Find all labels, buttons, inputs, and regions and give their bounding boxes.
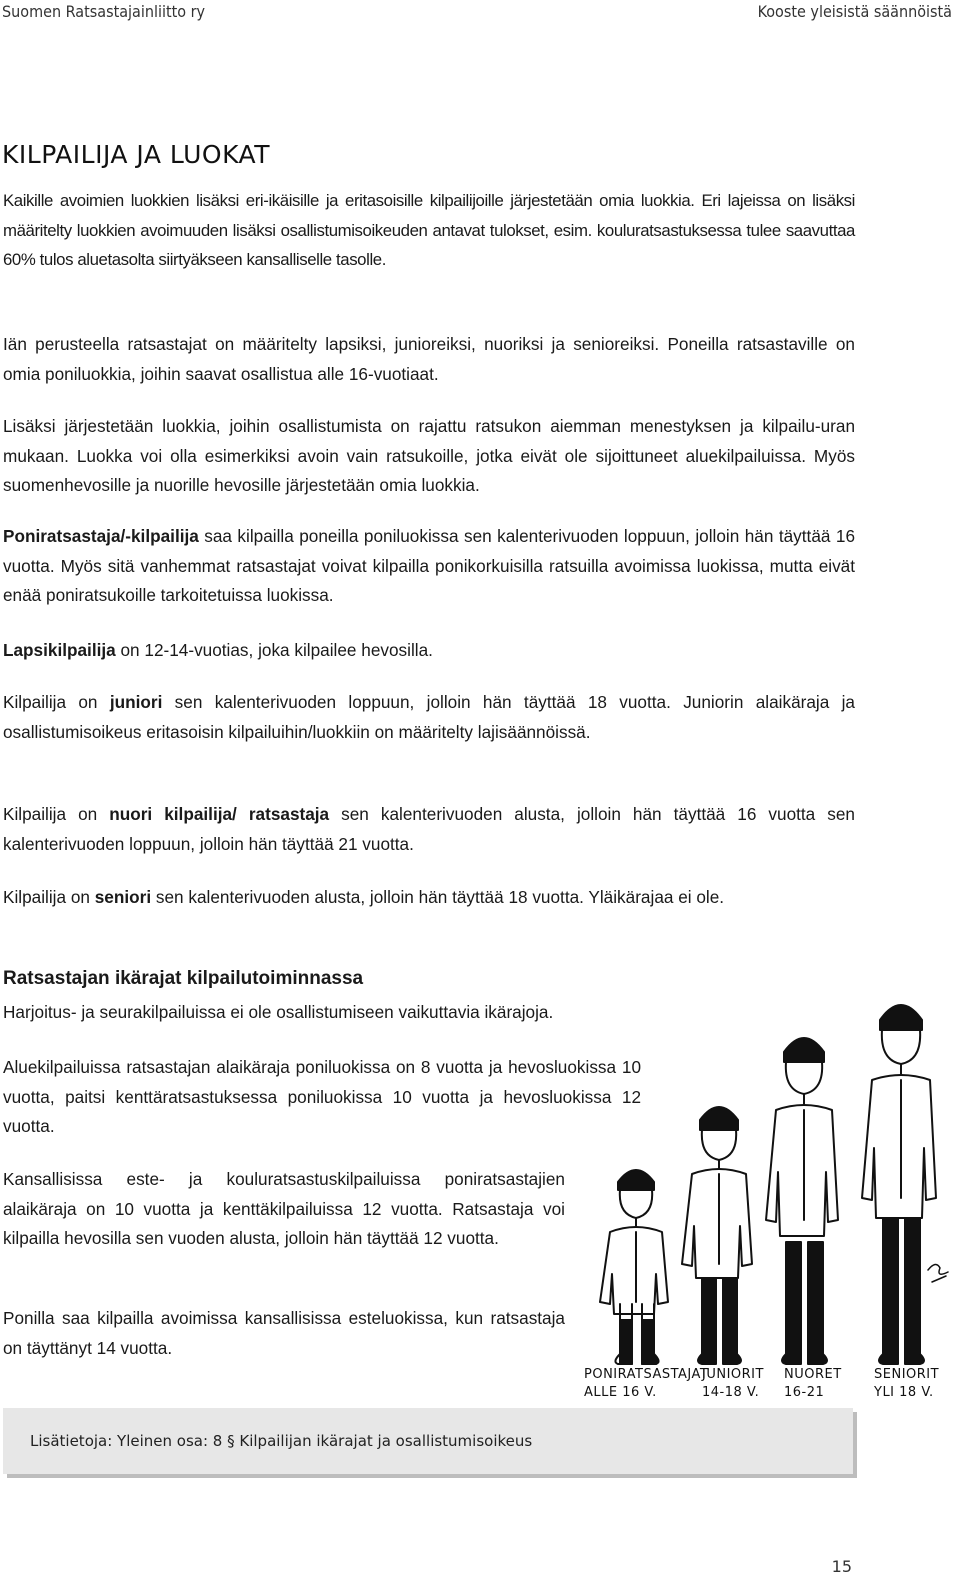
term-senior: seniori	[94, 887, 152, 907]
label-pony-riders-line2: ALLE 16 V.	[584, 1385, 657, 1400]
label-pony-riders	[584, 1366, 708, 1402]
paragraph-child-rider-text: on 12-14-vuotias, joka kilpailee hevosilla.	[115, 640, 433, 660]
paragraph-young-rider-text: sen kalenterivuoden alusta, jolloin hän täyttää 16 vuotta sen kalenterivuoden loppuun, jolloin hän täyttää 21 vuotta.	[3, 804, 855, 854]
paragraph-pony-open-classes: Ponilla saa kilpailla avoimissa kansallisissa esteluokissa, kun ratsastaja on täyttänyt 14 vuotta.	[3, 1308, 565, 1358]
signature-mark	[928, 1264, 948, 1282]
label-juniors-line2: 14-18 V.	[702, 1385, 760, 1400]
figure-young-rider	[766, 1038, 838, 1364]
paragraph-senior-pre: Kilpailija on	[3, 887, 95, 907]
riders-drawing	[584, 970, 956, 1400]
figure-pony-rider	[600, 1170, 668, 1364]
paragraph-senior-text: sen kalenterivuoden alusta, jolloin hän täyttää 18 vuotta. Yläikärajaa ei ole.	[151, 887, 725, 907]
paragraph-young-rider-pre: Kilpailija on	[3, 804, 110, 824]
paragraph-junior-text: sen kalenterivuoden loppuun, jolloin hän täyttää 18 vuotta. Juniorin alaikäraja ja osallistumisoikeus eritasoisin kilpailuihin/luokkiin on määritelty lajisäännöissä.	[3, 692, 855, 742]
paragraph-pony-rider-text: saa kilpailla poneilla poniluokissa sen kalenterivuoden loppuun, jolloin hän täyttää 16 vuotta. Myös sitä vanhemmat ratsastajat voivat kilpailla ponikorkuisilla ratsuilla avoimissa luokissa, mutta eivät enää poniratsukoille tarkoitetuissa luokissa.	[3, 526, 855, 605]
term-junior: juniori	[109, 692, 163, 712]
label-young-riders-line2: 16-21	[784, 1385, 825, 1400]
label-pony-riders-line1: PONIRATSASTAJAT	[584, 1367, 709, 1382]
more-info-box	[3, 1408, 853, 1474]
paragraph-age-groups: Iän perusteella ratsastajat on määritelty lapsiksi, junioreiksi, nuoriksi ja senioreiksi. Poneilla ratsastaville on omia poniluokkia, joihin saavat osallistua alle 16-vuotiaat.	[3, 334, 855, 384]
paragraph-national-competitions: Kansallisissa este- ja kouluratsastuskilpailuissa poniratsastajien alaikäraja on 10 vuotta ja kenttäkilpailuissa 12 vuotta. Ratsastaja voi kilpailla hevosilla sen vuoden alusta, jolloin hän täyttää 12 vuotta.	[3, 1169, 565, 1248]
header-organization: Suomen Ratsastajainliitto ry	[2, 2, 206, 21]
paragraph-junior-pre: Kilpailija on	[3, 692, 110, 712]
paragraph-restricted-classes: Lisäksi järjestetään luokkia, joihin osallistumista on rajattu ratsukon aiemman menestyksen ja kilpailu-uran mukaan. Luokka voi olla esimerkiksi avoin vain ratsukoille, jotka eivät ole sijoittuneet aluekilpailuissa. Myös suomenhevosille ja nuorille hevosille järjestetään omia luokkia.	[3, 416, 855, 495]
label-young-riders-line1: NUORET	[784, 1367, 842, 1382]
figure-senior	[862, 1005, 936, 1364]
term-pony-rider: Poniratsastaja/-kilpailija	[3, 526, 199, 546]
label-seniors-line2: YLI 18 V.	[874, 1385, 934, 1400]
paragraph-senior	[3, 883, 855, 913]
label-seniors	[874, 1366, 939, 1402]
section-title: KILPAILIJA JA LUOKAT	[2, 140, 270, 169]
paragraph-junior	[3, 688, 855, 747]
label-young-riders	[784, 1366, 842, 1402]
riders-illustration	[584, 970, 956, 1400]
paragraph-regional-competitions: Aluekilpailuissa ratsastajan alaikäraja poniluokissa on 8 vuotta ja hevosluokissa 10 vuotta, paitsi kenttäratsastuksessa poniluokissa 10 vuotta ja hevosluokissa 12 vuotta.	[3, 1057, 641, 1136]
paragraph-intro: Kaikille avoimien luokkien lisäksi eri-ikäisille ja eritasoisille kilpailijoille järjestetään omia luokkia. Eri lajeissa on lisäksi määritelty luokkien avoimuuden lisäksi osallistumisoikeuden antavat tulokset, esim. kouluratsastuksessa tulee saavuttaa 60% tulos aluetasolta siirtyäkseen kansalliselle tasolle.	[3, 191, 855, 269]
term-child-rider: Lapsikilpailija	[3, 640, 116, 660]
paragraph-pony-rider	[3, 522, 855, 611]
page-number: 15	[831, 1557, 852, 1576]
label-seniors-line1: SENIORIT	[874, 1367, 940, 1382]
paragraph-training-competitions: Harjoitus- ja seurakilpailuissa ei ole osallistumiseen vaikuttavia ikärajoja.	[3, 1002, 554, 1022]
label-juniors	[702, 1366, 764, 1402]
label-juniors-line1: JUNIORIT	[702, 1367, 764, 1382]
more-info-text: Lisätietoja: Yleinen osa: 8 § Kilpailijan ikärajat ja osallistumisoikeus	[30, 1432, 533, 1450]
term-young-rider: nuori kilpailija/ ratsastaja	[109, 804, 330, 824]
page-header	[0, 0, 960, 26]
subsection-title: Ratsastajan ikärajat kilpailutoiminnassa	[3, 968, 364, 989]
paragraph-child-rider	[3, 636, 855, 666]
header-document-title: Kooste yleisistä säännöistä	[757, 2, 952, 21]
figure-junior	[682, 1107, 752, 1364]
paragraph-young-rider	[3, 800, 855, 859]
